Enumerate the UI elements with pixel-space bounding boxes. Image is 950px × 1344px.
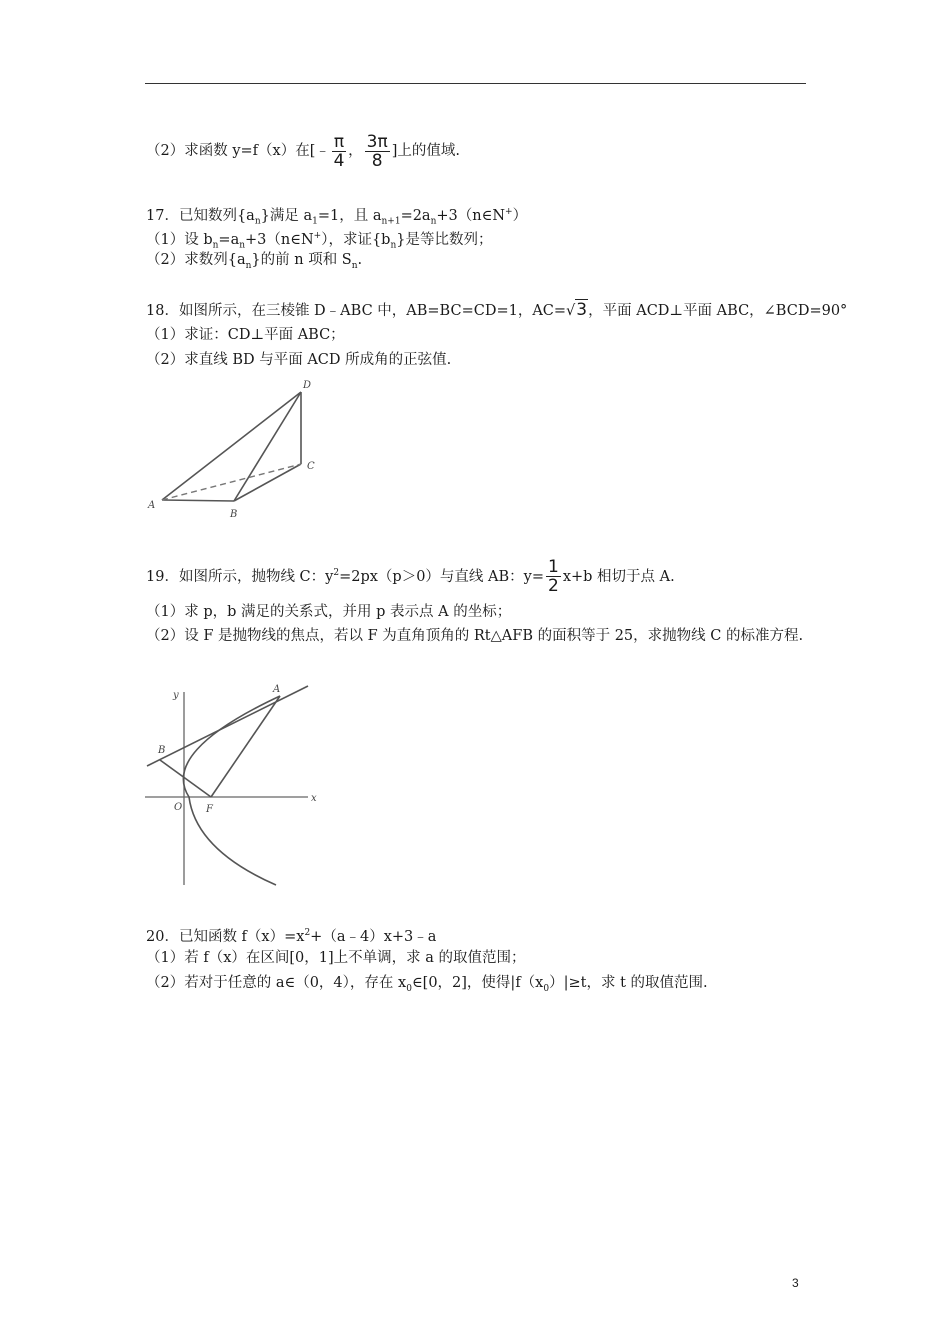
denominator: 2 <box>548 576 559 597</box>
problem-16-part-2 <box>146 132 460 170</box>
label-x: x <box>311 793 317 804</box>
text: =1，且 a <box>317 207 382 224</box>
page-number: 3 <box>792 1276 799 1290</box>
text: . <box>357 252 363 268</box>
problem-17-part-2 <box>146 250 362 276</box>
text: +（a﹣4）x+3﹣a <box>310 928 437 945</box>
label-b: B <box>230 509 238 520</box>
subscript: n <box>239 240 246 251</box>
problem-20-part-2 <box>146 973 708 999</box>
label-a: A <box>273 684 281 695</box>
edge-bc <box>234 464 301 501</box>
subscript: 0 <box>543 983 550 994</box>
sqrt-3: √3 <box>566 300 588 320</box>
problem-19-stem <box>146 554 675 596</box>
text: 19．如图所示，抛物线 C：y <box>146 568 334 585</box>
text: ∈[0，2]，使得|f（x <box>411 975 544 991</box>
text: ，平面 ACD⊥平面 ABC，∠BCD=90° <box>588 303 848 319</box>
text: }的前 n 项和 S <box>251 252 352 268</box>
edge-ad <box>162 392 301 500</box>
text: （2）求函数 y=f（x）在[﹣ <box>146 143 330 159</box>
label-f: F <box>206 804 213 815</box>
problem-20-part-1: （1）若 f（x）在区间[0，1]上不单调，求 a 的取值范围； <box>146 950 526 966</box>
tangent-line-ab <box>147 686 308 766</box>
subscript: 1 <box>312 216 318 227</box>
fraction-pi-over-4 <box>332 133 346 170</box>
superscript: + <box>505 207 513 217</box>
header-rule <box>145 83 806 84</box>
text: ， <box>348 143 363 159</box>
denominator: 8 <box>371 150 383 171</box>
fraction-3pi-over-8 <box>365 133 390 170</box>
problem-19-part-2: （2）设 F 是抛物线的焦点，若以 F 为直角顶角的 Rt△AFB 的面积等于 25，求抛物线 C 的标准方程. <box>146 628 804 644</box>
problem-18-stem <box>146 300 847 321</box>
label-b: B <box>158 745 166 756</box>
text: =2px（p＞0）与直线 AB：y= <box>339 568 545 585</box>
subscript: n <box>212 240 219 251</box>
numerator: 1 <box>548 557 559 578</box>
text: x+b 相切于点 A. <box>562 568 675 585</box>
radicand: 3 <box>576 300 588 320</box>
text: 18．如图所示，在三棱锥 D﹣ABC 中，AB=BC=CD=1，AC= <box>146 303 567 319</box>
problem-18-part-2: （2）求直线 BD 与平面 ACD 所成角的正弦值. <box>146 352 452 368</box>
edge-ab <box>162 500 234 501</box>
text: （2）若对于任意的 a∈（0，4），存在 x <box>146 975 407 991</box>
label-c: C <box>307 461 315 472</box>
subscript: n <box>430 216 437 227</box>
subscript: n+1 <box>381 216 401 227</box>
superscript: + <box>313 231 322 241</box>
subscript: n <box>351 260 358 271</box>
problem-20-stem <box>146 923 436 947</box>
text: （2）求数列{a <box>146 252 246 268</box>
text: +3（n∈N <box>436 207 506 224</box>
text: ），求证{b <box>321 231 391 248</box>
numerator: 3π <box>366 131 388 152</box>
denominator: 4 <box>333 150 345 171</box>
numerator: π <box>333 131 345 152</box>
text: ） <box>512 207 528 224</box>
label-y: y <box>173 690 179 701</box>
edge-bd <box>234 392 301 501</box>
text: 20．已知函数 f（x）=x <box>146 928 305 945</box>
fraction-1-over-2 <box>546 558 561 595</box>
text: ]上的值域. <box>391 143 460 159</box>
subscript: n <box>254 216 261 227</box>
parabola-figure <box>140 680 340 890</box>
label-o: O <box>174 802 183 813</box>
label-a: A <box>148 500 156 511</box>
superscript: 2 <box>333 568 340 578</box>
text: }满足 a <box>260 207 313 224</box>
label-d: D <box>303 380 312 391</box>
edge-ac-dashed <box>162 464 301 500</box>
pyramid-figure <box>140 372 330 520</box>
text: （1）设 b <box>146 231 213 248</box>
superscript: 2 <box>304 928 311 938</box>
text: =2a <box>400 207 431 224</box>
text: +3（n∈N <box>245 231 314 248</box>
text: ）|≥t，求 t 的取值范围. <box>549 975 708 991</box>
text: }是等比数列； <box>396 231 493 248</box>
subscript: 0 <box>406 983 412 994</box>
text: =a <box>218 231 240 248</box>
problem-18-part-1: （1）求证：CD⊥平面 ABC； <box>146 327 345 343</box>
problem-19-part-1: （1）求 p，b 满足的关系式，并用 p 表示点 A 的坐标； <box>146 604 512 620</box>
subscript: n <box>390 240 397 251</box>
text: 17．已知数列{a <box>146 207 255 224</box>
segment-af <box>211 696 280 797</box>
subscript: n <box>245 260 252 271</box>
